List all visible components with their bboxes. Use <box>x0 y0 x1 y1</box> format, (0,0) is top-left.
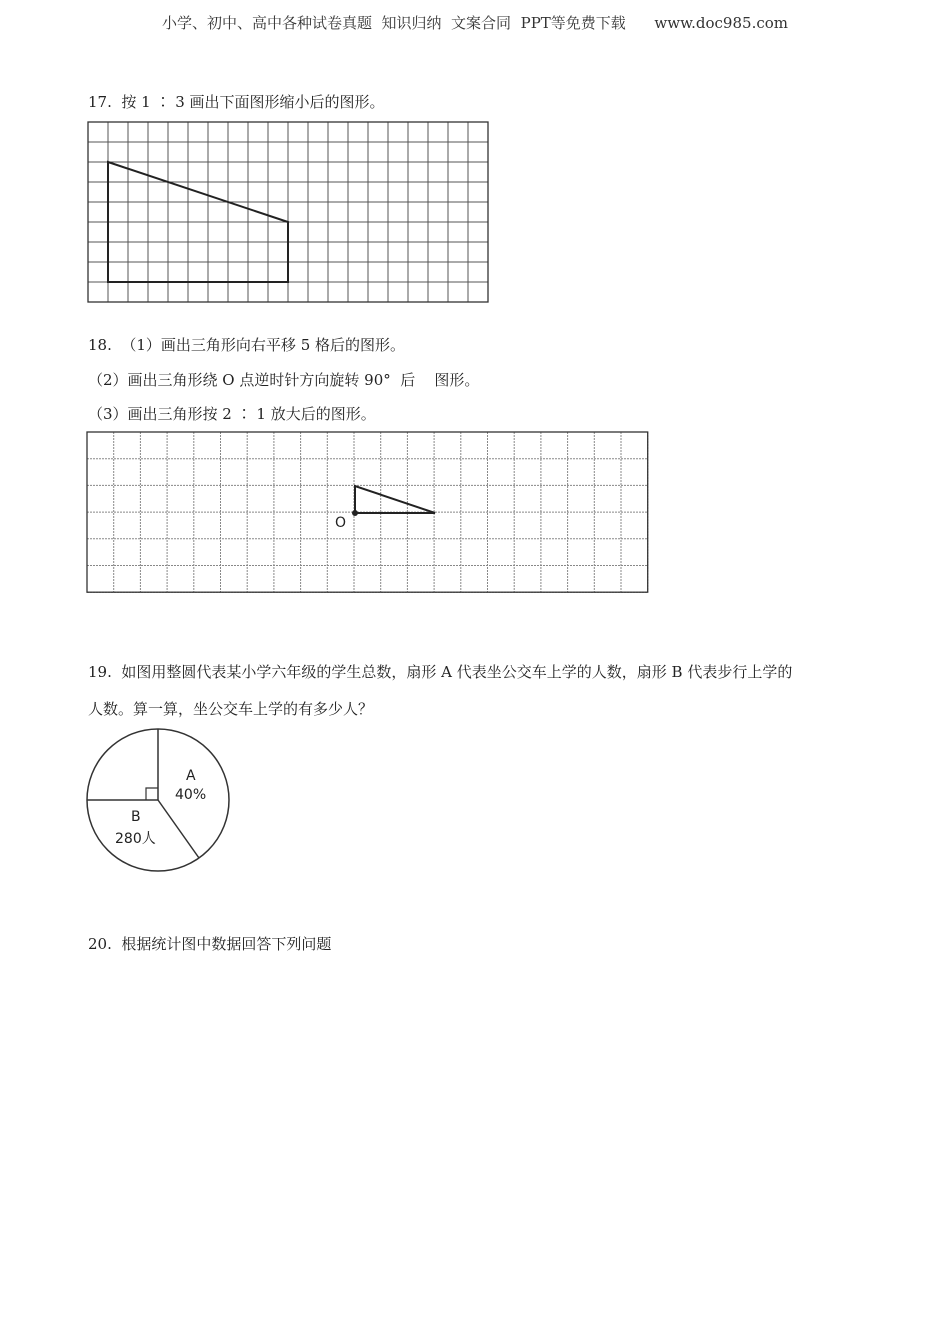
question-18-line-2: （2）画出三角形绕 O 点逆时针方向旋转 90° 后 图形。 <box>88 371 480 389</box>
sector-a-name: A <box>186 768 196 784</box>
sector-b-value: 280人 <box>115 831 156 847</box>
right-angle-mark <box>146 788 158 800</box>
question-19-line-1: 19. 如图用整圆代表某小学六年级的学生总数，扇形 A 代表坐公交车上学的人数，扇形 B 代表步行上学的 <box>88 663 793 681</box>
page-header: 小学、初中、高中各种试卷真题 知识归纳 文案合同 PPT等免费下载 www.doc985.com <box>161 14 788 32</box>
question-17-text: 17. 按 1 ∶ 3 画出下面图形缩小后的图形。 <box>88 93 385 111</box>
question-19-line-2: 人数。算一算，坐公交车上学的有多少人？ <box>88 700 374 718</box>
pie-divider-diagonal <box>158 800 199 858</box>
question-18-line-1: 18. （1）画出三角形向右平移 5 格后的图形。 <box>88 336 406 354</box>
sector-b-name: B <box>131 809 141 825</box>
question-20-text: 20. 根据统计图中数据回答下列问题 <box>88 935 332 953</box>
sector-a-value: 40% <box>175 787 207 803</box>
point-o-label: O <box>335 515 347 531</box>
question-18-line-3: （3）画出三角形按 2 ∶ 1 放大后的图形。 <box>88 405 376 423</box>
